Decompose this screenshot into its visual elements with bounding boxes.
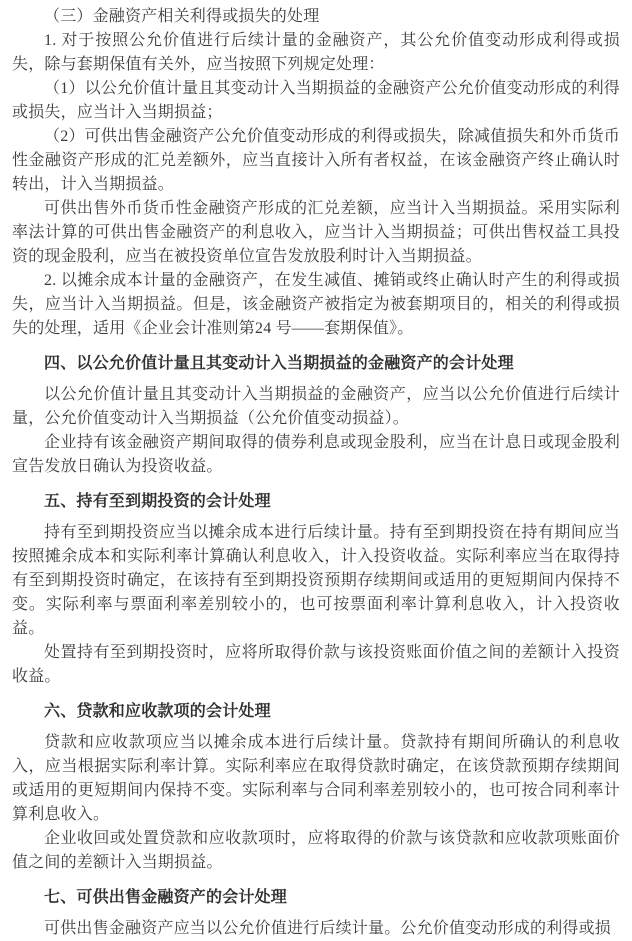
paragraph: 2. 以摊余成本计量的金融资产，在发生减值、摊销或终止确认时产生的利得或损失，应当计入当期损益。但是，该金融资产被指定为被套期项目的，相关的利得或损失的处理，适用《企业会计准则第24 号——套期保值》。 bbox=[12, 272, 620, 337]
paragraph: 企业收回或处置贷款和应收款项时，应将取得的价款与该贷款和应收款项账面价值之间的差额计入当期损益。 bbox=[12, 830, 620, 871]
section-heading: 四、以公允价值计量且其变动计入当期损益的金融资产的会计处理 bbox=[44, 355, 514, 372]
section-heading: 六、贷款和应收款项的会计处理 bbox=[44, 703, 271, 720]
paragraph: 可供出售外币货币性金融资产形成的汇兑差额，应当计入当期损益。采用实际利率法计算的可供出售金融资产的利息收入，应当计入当期损益；可供出售权益工具投资的现金股利，应当在被投资单位宣告发放股利时计入当期损益。 bbox=[12, 200, 620, 265]
paragraph: 处置持有至到期投资时，应将所取得价款与该投资账面价值之间的差额计入投资收益。 bbox=[12, 644, 620, 685]
paragraph: （1）以公允价值计量且其变动计入当期损益的金融资产公允价值变动形成的利得或损失，应当计入当期损益； bbox=[12, 80, 620, 121]
paragraph: 1. 对于按照公允价值进行后续计量的金融资产，其公允价值变动形成利得或损失，除与套期保值有关外，应当按照下列规定处理： bbox=[12, 32, 620, 73]
section-heading: 七、可供出售金融资产的会计处理 bbox=[44, 889, 288, 906]
paragraph: （三）金融资产相关利得或损失的处理 bbox=[44, 8, 320, 25]
paragraph: 持有至到期投资应当以摊余成本进行后续计量。持有至到期投资在持有期间应当按照摊余成本和实际利率计算确认利息收入，计入投资收益。实际利率应当在取得持有至到期投资时确定，在该持有至到期投资预期存续期间或适用的更短期间内保持不变。实际利率与票面利率差别较小的，也可按票面利率计算利息收入，计入投资收益。 bbox=[12, 524, 620, 637]
paragraph: 企业持有该金融资产期间取得的债券利息或现金股利，应当在计息日或现金股利宣告发放日确认为投资收益。 bbox=[12, 434, 620, 475]
section-heading: 五、持有至到期投资的会计处理 bbox=[44, 493, 271, 510]
paragraph: 可供出售金融资产应当以公允价值进行后续计量。公允价值变动形成的利得或损 bbox=[44, 920, 612, 937]
paragraph: 贷款和应收款项应当以摊余成本进行后续计量。贷款持有期间所确认的利息收入，应当根据实际利率计算。实际利率应在取得贷款时确定，在该贷款预期存续期间或适用的更短期间内保持不变。实际利率与合同利率差别较小的，也可按合同利率计算利息收入。 bbox=[12, 734, 620, 823]
paragraph: 以公允价值计量且其变动计入当期损益的金融资产，应当以公允价值进行后续计量，公允价值变动计入当期损益（公允价值变动损益）。 bbox=[12, 386, 620, 427]
paragraph: （2）可供出售金融资产公允价值变动形成的利得或损失，除减值损失和外币货币性金融资产形成的汇兑差额外，应当直接计入所有者权益，在该金融资产终止确认时转出，计入当期损益。 bbox=[12, 128, 620, 193]
